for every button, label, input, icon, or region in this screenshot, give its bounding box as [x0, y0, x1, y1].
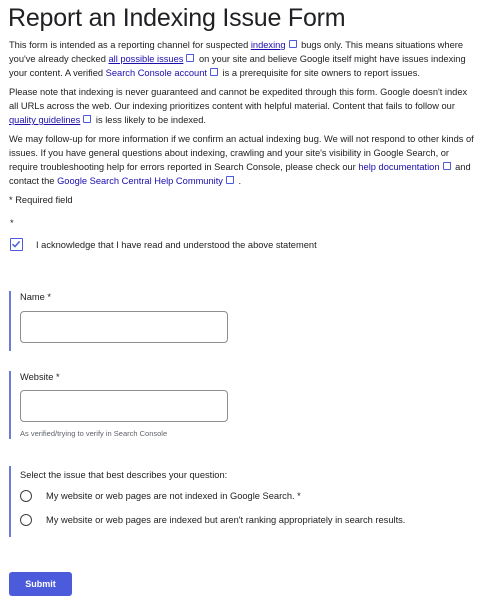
external-link-icon	[186, 54, 194, 62]
external-link-icon	[226, 176, 234, 184]
external-link-icon	[443, 162, 451, 170]
page-title: Report an Indexing Issue Form	[8, 4, 346, 32]
help-community-link[interactable]: Google Search Central Help Community	[57, 176, 223, 186]
followup-text-2: and contact the	[9, 162, 471, 186]
radio-not-ranking[interactable]	[20, 514, 32, 526]
external-link-icon	[83, 115, 91, 123]
help-documentation-link[interactable]: help documentation	[358, 162, 440, 172]
search-console-account-link[interactable]: Search Console account	[105, 68, 207, 78]
website-helper-text: As verified/trying to verify in Search Console	[20, 429, 168, 438]
radio-not-ranking-label: My website or web pages are indexed but aren't ranking appropriately in search results.	[46, 515, 406, 525]
quality-guidelines-link[interactable]: quality guidelines	[9, 115, 81, 125]
acknowledge-label: I acknowledge that I have read and understood the above statement	[36, 240, 317, 250]
note-text-2: is less likely to be indexed.	[93, 115, 206, 125]
note-paragraph	[9, 85, 479, 127]
acknowledge-checkbox[interactable]	[10, 238, 23, 251]
issue-question-label: Select the issue that best describes your question:	[20, 470, 228, 480]
followup-paragraph	[9, 132, 479, 188]
external-link-icon	[289, 40, 297, 48]
name-input[interactable]	[20, 311, 228, 343]
website-section-bar	[9, 371, 11, 439]
intro-paragraph	[9, 38, 479, 80]
followup-text-3: .	[235, 176, 242, 186]
intro-text-4: is a prerequisite for site owners to report issues.	[219, 68, 420, 78]
radio-not-indexed-label: My website or web pages are not indexed in Google Search. *	[46, 491, 301, 501]
followup-text-1: We may follow-up for more information if we confirm an actual indexing bug. We will not respond to other kinds of issues. If you have general questions about indexing, crawling and your site's visibility in Google Search, or require troubleshooting help for errors reported in Search Console, please check our	[9, 134, 474, 172]
external-link-icon	[210, 68, 218, 76]
intro-text-3: on your site and believe Google itself might have issues indexing your content. A verified	[9, 54, 466, 78]
checkmark-icon	[11, 239, 21, 249]
website-input[interactable]	[20, 390, 228, 422]
name-label: Name *	[20, 292, 52, 302]
submit-button[interactable]: Submit	[9, 572, 72, 596]
website-label: Website *	[20, 372, 60, 382]
note-text-1: Please note that indexing is never guaranteed and cannot be expedited through this form. Google doesn't index all URLs across the web. Our indexing prioritizes content with helpful material. Content that fails to follow our	[9, 87, 468, 111]
indexing-link[interactable]: indexing	[250, 40, 286, 50]
intro-text-1: This form is intended as a reporting channel for suspected	[9, 40, 251, 50]
all-possible-issues-link[interactable]: all possible issues	[108, 54, 184, 64]
intro-text-2: bugs only. This means situations where you've already checked	[9, 40, 464, 64]
required-asterisk: *	[10, 218, 14, 228]
name-section-bar	[9, 291, 11, 351]
radio-not-indexed[interactable]	[20, 490, 32, 502]
issue-section-bar	[9, 466, 11, 537]
required-field-note: * Required field	[9, 195, 73, 205]
